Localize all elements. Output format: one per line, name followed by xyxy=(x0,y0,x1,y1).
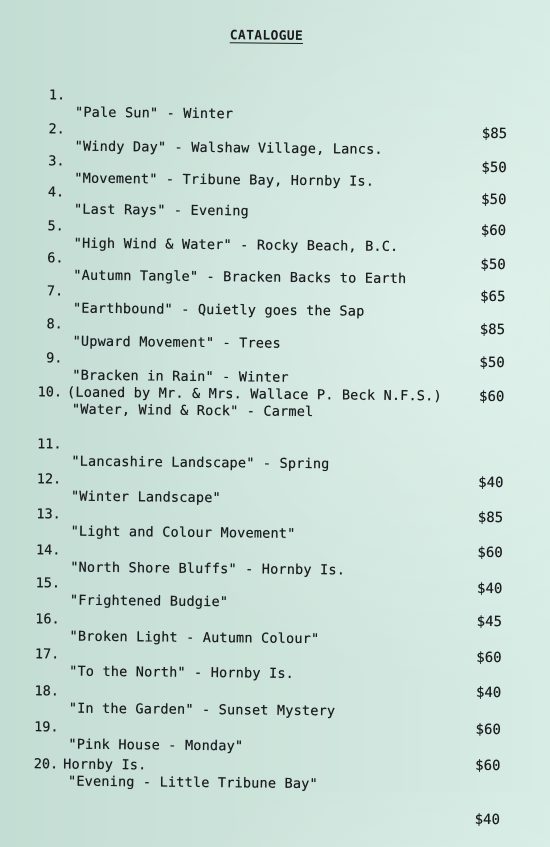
item-title: "Last Rays" - Evening xyxy=(73,201,249,220)
item-title: "Frightened Budgie" xyxy=(69,592,229,611)
item-number: 8. xyxy=(46,316,63,333)
item-price: $50 xyxy=(479,354,505,372)
item-title: "In the Garden" - Sunset Mystery xyxy=(68,700,336,720)
item-price: $60 xyxy=(475,721,501,739)
item-title: "North Shore Bluffs" - Hornby Is. xyxy=(70,559,346,579)
item-note: (Loaned by Mr. & Mrs. Wallace P. Beck N.F.S.) xyxy=(67,384,442,405)
item-number: 16. xyxy=(35,611,60,628)
item-number: 11. xyxy=(37,436,62,453)
item-price: $45 xyxy=(476,613,503,631)
item-price: $40 xyxy=(475,684,502,702)
item-number: 1. xyxy=(48,87,66,104)
item-price: $85 xyxy=(477,509,504,527)
item-title: "Water, Wind & Rock" - Carmel xyxy=(71,401,314,421)
item-number: 14. xyxy=(35,542,61,559)
item-title: "Pale Sun" - Winter xyxy=(74,104,234,123)
item-title: "To the North" - Hornby Is. xyxy=(69,663,295,682)
item-title: "Lancashire Landscape" - Spring xyxy=(71,453,330,473)
item-price: $60 xyxy=(480,222,507,240)
item-price: $40 xyxy=(474,811,501,829)
item-title: "Evening - Little Tribune Bay" xyxy=(67,773,318,793)
item-number: 17. xyxy=(34,646,60,663)
item-number: 7. xyxy=(46,283,64,300)
item-number: 6. xyxy=(47,250,64,267)
item-number: 20. xyxy=(33,756,59,773)
item-title: "Windy Day" - Walshaw Village, Lancs. xyxy=(74,138,383,158)
item-number: 10. xyxy=(37,384,63,401)
item-price: $40 xyxy=(478,474,504,492)
item-price: $85 xyxy=(481,125,508,143)
item-price: $60 xyxy=(475,757,501,775)
item-price: $65 xyxy=(480,288,506,306)
catalogue-item-20 xyxy=(0,736,542,847)
item-number: 2. xyxy=(48,121,65,138)
item-price: $50 xyxy=(481,191,507,209)
item-title: "High Wind & Water" - Rocky Beach, B.C. xyxy=(73,235,399,255)
item-price: $40 xyxy=(476,580,503,598)
item-price: $85 xyxy=(479,321,506,339)
item-price: $60 xyxy=(478,388,505,406)
item-title: "Winter Landscape" xyxy=(70,488,221,507)
item-number: 3. xyxy=(48,153,65,170)
item-title: "Pink House - Monday" xyxy=(68,736,244,755)
item-number: 13. xyxy=(36,506,61,523)
item-price: $50 xyxy=(481,159,507,177)
item-location: Hornby Is. xyxy=(63,756,147,774)
item-title: "Light and Colour Movement" xyxy=(70,523,296,542)
item-number: 19. xyxy=(34,719,59,736)
item-number: 18. xyxy=(34,683,60,700)
item-title: "Upward Movement" - Trees xyxy=(72,333,281,352)
item-title: "Earthbound" - Quietly goes the Sap xyxy=(72,300,365,320)
catalogue-title: CATALOGUE xyxy=(229,28,304,44)
item-title: "Movement" - Tribune Bay, Hornby Is. xyxy=(74,170,375,190)
item-title: "Autumn Tangle" - Bracken Backs to Earth xyxy=(73,267,407,288)
item-price: $60 xyxy=(476,649,502,667)
item-number: 15. xyxy=(35,575,61,592)
item-price: $60 xyxy=(477,544,503,562)
item-number: 12. xyxy=(36,471,62,488)
item-number: 9. xyxy=(46,350,63,367)
item-title: "Broken Light - Autumn Colour" xyxy=(69,628,320,648)
item-number: 4. xyxy=(47,184,65,201)
item-price: $50 xyxy=(480,256,506,274)
item-title: "Bracken in Rain" - Winter xyxy=(72,367,289,386)
item-number: 5. xyxy=(47,218,64,235)
